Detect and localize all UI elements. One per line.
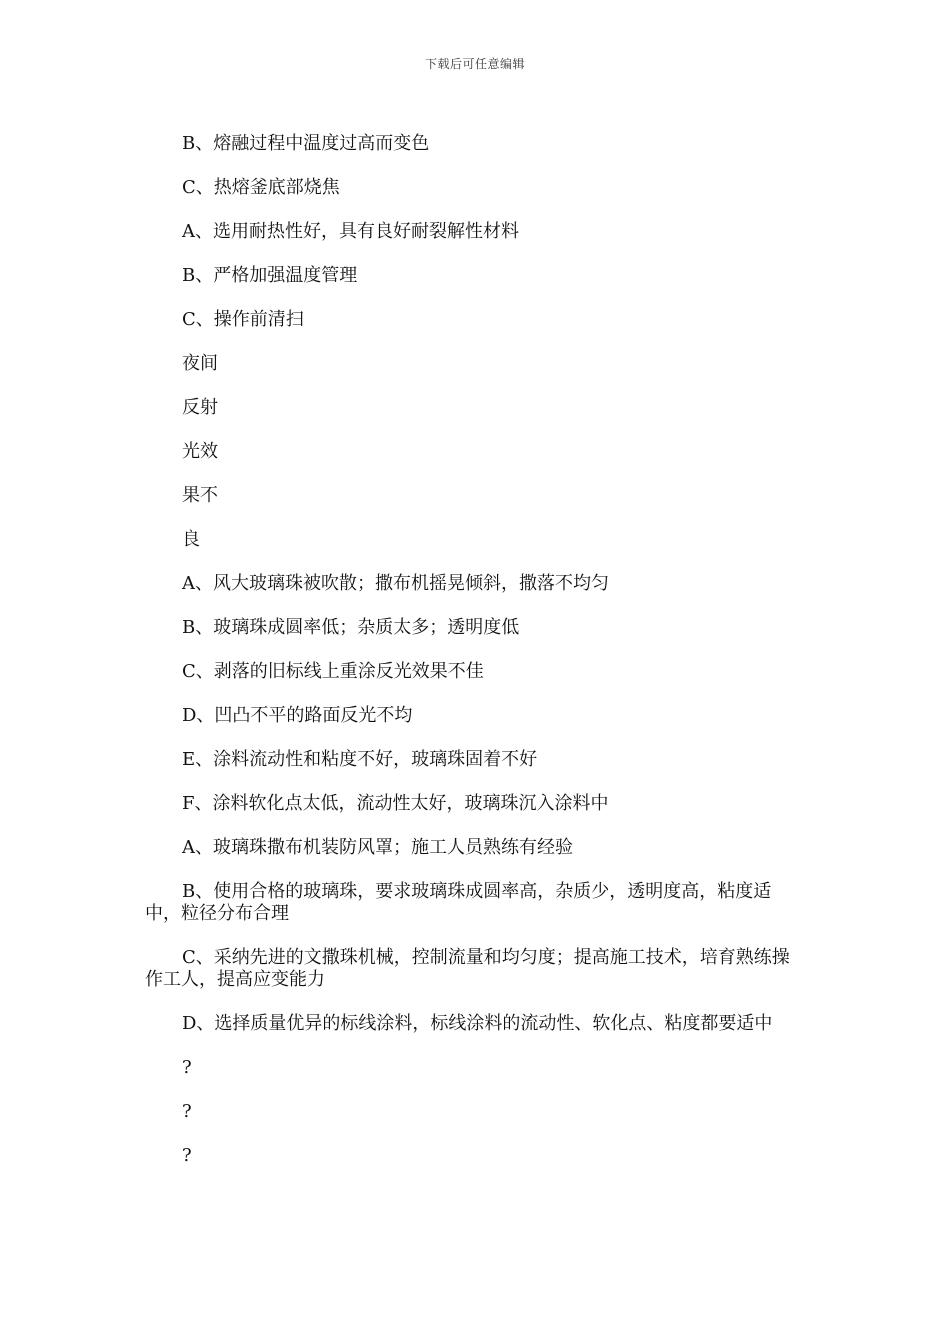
paragraph: 反射 xyxy=(182,397,218,418)
document-body xyxy=(145,133,793,1189)
paragraph: ? xyxy=(182,1101,192,1122)
paragraph: E、涂料流动性和粘度不好，玻璃珠固着不好 xyxy=(182,749,538,770)
paragraph: A、玻璃珠撒布机装防风罩；施工人员熟练有经验 xyxy=(182,837,573,858)
paragraph: C、采纳先进的文撒珠机械，控制流量和均匀度；提高施工技术，培育熟练操作工人，提高应变能力 xyxy=(145,947,790,990)
paragraph: A、选用耐热性好，具有良好耐裂解性材料 xyxy=(182,221,519,242)
paragraph: F、涂料软化点太低，流动性太好，玻璃珠沉入涂料中 xyxy=(182,793,609,814)
paragraph: D、选择质量优异的标线涂料，标线涂料的流动性、软化点、粘度都要适中 xyxy=(182,1013,773,1034)
page-header: 下载后可任意编辑 xyxy=(424,57,525,71)
paragraph: D、凹凸不平的路面反光不均 xyxy=(182,705,413,726)
paragraph: B、严格加强温度管理 xyxy=(182,265,358,286)
paragraph: A、风大玻璃珠被吹散；撒布机摇晃倾斜，撒落不均匀 xyxy=(182,573,609,594)
paragraph: B、熔融过程中温度过高而变色 xyxy=(182,133,430,154)
paragraph: C、操作前清扫 xyxy=(182,309,304,330)
paragraph: B、玻璃珠成圆率低；杂质太多；透明度低 xyxy=(182,617,520,638)
paragraph: B、使用合格的玻璃珠，要求玻璃珠成圆率高，杂质少，透明度高，粘度适中，粒径分布合理 xyxy=(145,881,772,924)
paragraph: 夜间 xyxy=(182,353,218,374)
paragraph: C、热熔釜底部烧焦 xyxy=(182,177,340,198)
paragraph: C、剥落的旧标线上重涂反光效果不佳 xyxy=(182,661,484,682)
paragraph: ? xyxy=(182,1145,192,1166)
paragraph: 果不 xyxy=(182,485,218,506)
paragraph: 光效 xyxy=(182,441,218,462)
paragraph: ? xyxy=(182,1057,192,1078)
paragraph: 良 xyxy=(182,529,200,550)
